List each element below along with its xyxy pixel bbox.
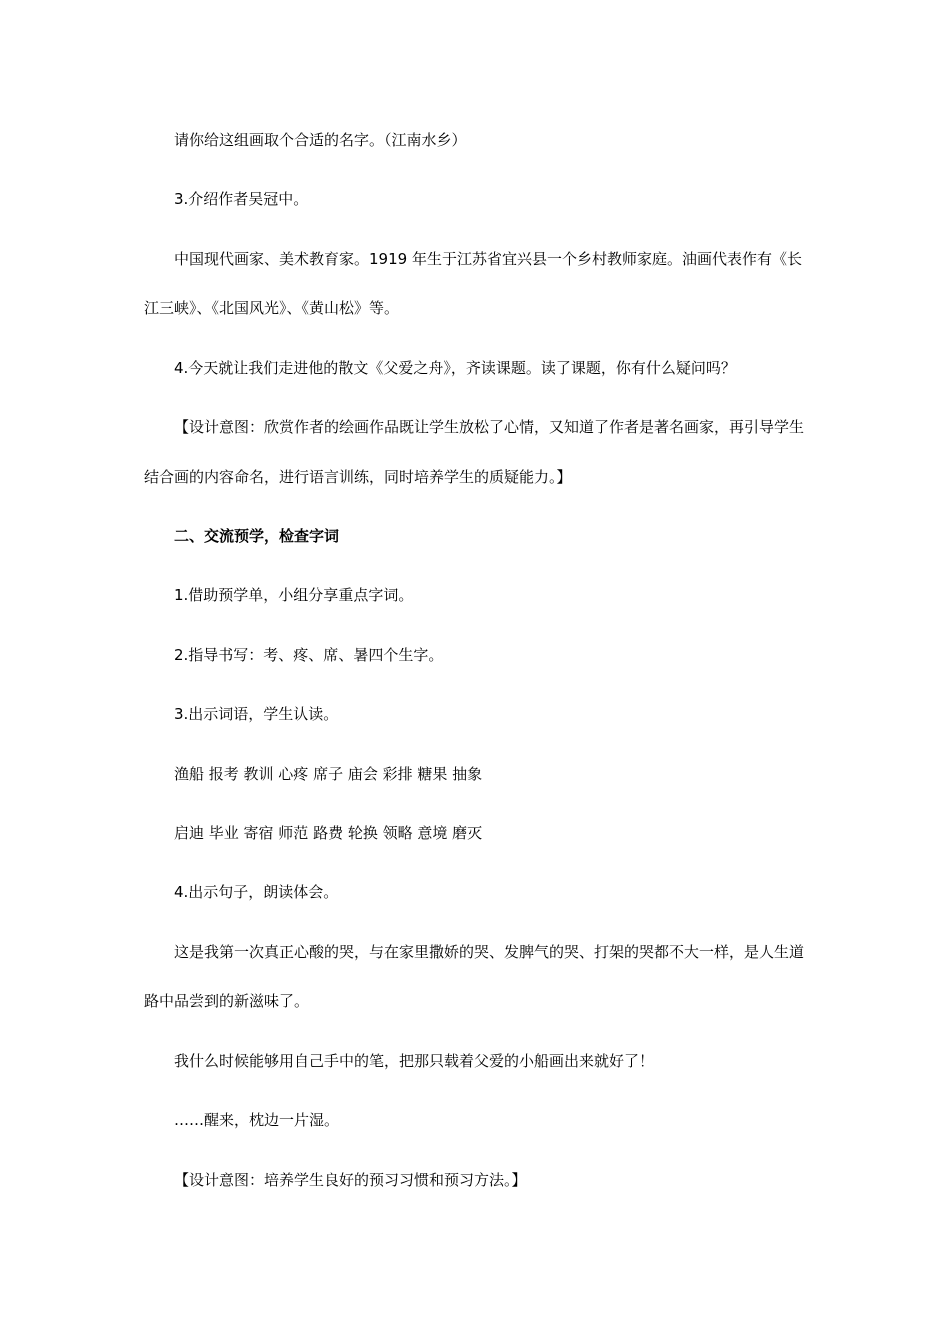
sentence-2: 我什么时候能够用自己手中的笔，把那只载着父爱的小船画出来就好了！: [174, 1052, 655, 1070]
design-intent-1-line-1: 【设计意图：欣赏作者的绘画作品既让学生放松了心情，又知道了作者是著名画家，再引导学生: [174, 418, 805, 436]
paragraph-step-3-author: 3.介绍作者吴冠中。: [174, 190, 309, 208]
paragraph-section2-step-2: 2.指导书写：考、疼、席、暑四个生字。: [174, 646, 444, 664]
vocabulary-row-2: 启迪 毕业 寄宿 师范 路费 轮换 领略 意境 磨灭: [174, 824, 483, 842]
paragraph-name-painting: 请你给这组画取个合适的名字。（江南水乡）: [174, 131, 467, 149]
paragraph-section2-step-1: 1.借助预学单，小组分享重点字词。: [174, 586, 414, 604]
paragraph-author-bio-line-2: 江三峡》、《北国风光》、《黄山松》等。: [144, 299, 400, 317]
paragraph-author-bio-line-1: 中国现代画家、美术教育家。1919 年生于江苏省宜兴县一个乡村教师家庭。油画代表作有《长: [174, 250, 802, 268]
vocabulary-row-1: 渔船 报考 教训 心疼 席子 庙会 彩排 糖果 抽象: [174, 765, 483, 783]
sentence-1-line-2: 路中品尝到的新滋味了。: [144, 992, 310, 1010]
sentence-1-line-1: 这是我第一次真正心酸的哭，与在家里撒娇的哭、发脾气的哭、打架的哭都不大一样，是人生道: [174, 943, 805, 961]
section-heading-2: 二、交流预学，检查字词: [174, 527, 340, 545]
paragraph-section2-step-4: 4.出示句子，朗读体会。: [174, 883, 339, 901]
paragraph-step-4-title: 4.今天就让我们走进他的散文《父爱之舟》，齐读课题。读了课题，你有什么疑问吗？: [174, 359, 736, 377]
design-intent-1-line-2: 结合画的内容命名，进行语言训练，同时培养学生的质疑能力。】: [144, 468, 572, 486]
paragraph-section2-step-3: 3.出示词语，学生认读。: [174, 705, 339, 723]
sentence-3: ……醒来，枕边一片湿。: [174, 1111, 340, 1129]
design-intent-2: 【设计意图：培养学生良好的预习习惯和预习方法。】: [174, 1171, 527, 1189]
